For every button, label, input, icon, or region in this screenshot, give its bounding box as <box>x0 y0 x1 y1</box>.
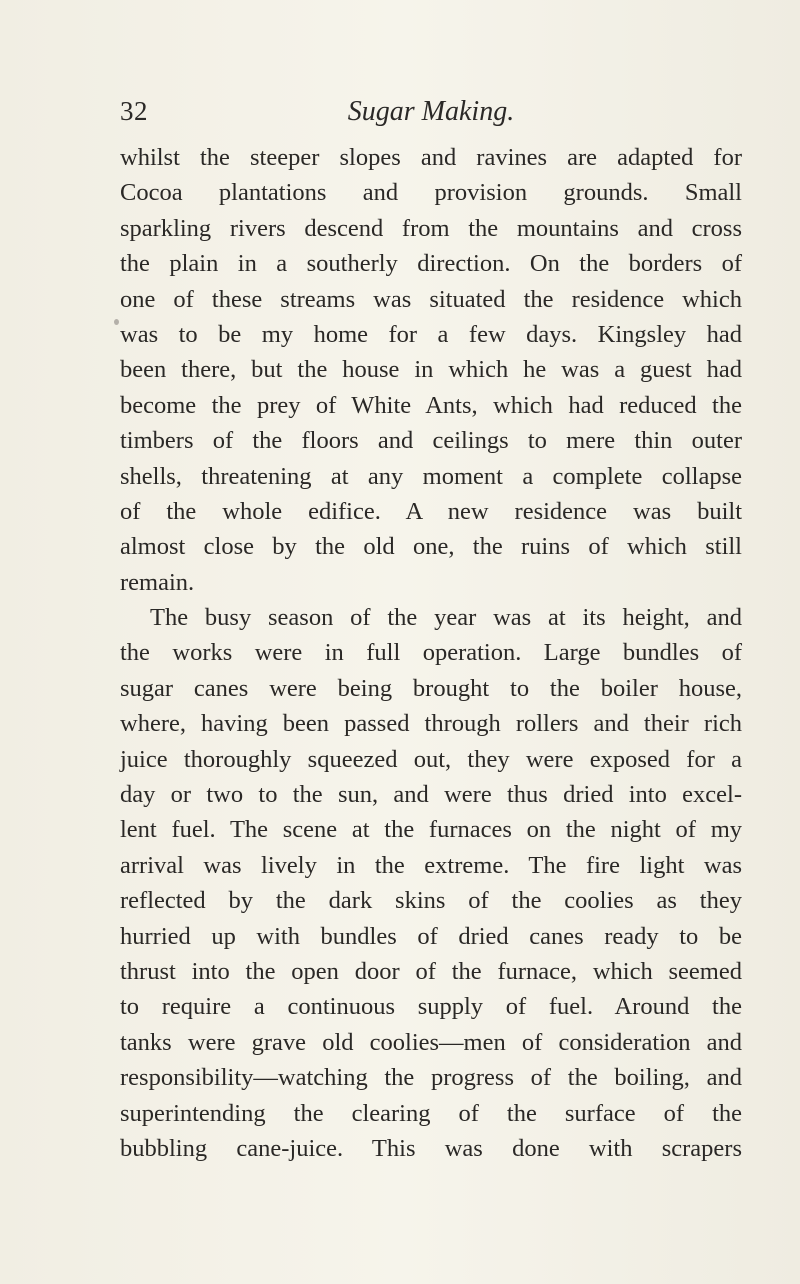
text-line: day or two to the sun, and were thus dried into excel- <box>120 781 742 809</box>
text-line: juice thoroughly squeezed out, they were exposed for a <box>120 745 742 773</box>
ink-speck <box>114 319 119 325</box>
text-line: timbers of the floors and ceilings to mere thin outer <box>120 427 742 455</box>
text-line: remain. <box>120 568 195 596</box>
body-text <box>120 140 742 1166</box>
text-line: shells, threatening at any moment a complete collapse <box>120 462 742 490</box>
text-line: reflected by the dark skins of the coolies as they <box>120 887 742 915</box>
text-line: tanks were grave old coolies—men of consideration and <box>120 1028 742 1056</box>
text-line: arrival was lively in the extreme. The fire light was <box>120 851 742 879</box>
text-line: superintending the clearing of the surface of the <box>120 1099 742 1127</box>
text-line: to require a continuous supply of fuel. Around the <box>120 993 742 1021</box>
text-line: sugar canes were being brought to the boiler house, <box>120 674 742 702</box>
running-title: Sugar Making. <box>347 96 515 127</box>
text-line: almost close by the old one, the ruins of which still <box>120 533 742 561</box>
text-line: become the prey of White Ants, which had reduced the <box>120 391 742 419</box>
paragraph <box>120 600 742 1166</box>
page-header <box>120 96 742 136</box>
paragraph <box>120 140 742 600</box>
text-line: hurried up with bundles of dried canes ready to be <box>120 922 742 950</box>
text-line: The busy season of the year was at its height, and <box>150 604 742 632</box>
text-line: whilst the steeper slopes and ravines are adapted for <box>120 144 742 171</box>
text-line: been there, but the house in which he was a guest had <box>120 356 742 384</box>
text-line: Cocoa plantations and provision grounds. Small <box>120 179 742 207</box>
page-number: 32 <box>120 96 148 126</box>
text-line: lent fuel. The scene at the furnaces on the night of my <box>120 816 742 844</box>
text-line: responsibility—watching the progress of the boiling, and <box>120 1064 742 1092</box>
text-line: thrust into the open door of the furnace, which seemed <box>120 957 742 985</box>
text-line: was to be my home for a few days. Kingsley had <box>120 320 742 348</box>
text-line: where, having been passed through rollers and their rich <box>120 710 742 738</box>
text-line: the plain in a southerly direction. On the borders of <box>120 250 742 278</box>
text-line: the works were in full operation. Large bundles of <box>120 639 742 667</box>
text-line: sparkling rivers descend from the mountains and cross <box>120 214 742 242</box>
text-line: one of these streams was situated the residence which <box>120 285 742 313</box>
text-line: of the whole edifice. A new residence was built <box>120 497 742 525</box>
text-line: bubbling cane-juice. This was done with scrapers <box>120 1134 742 1162</box>
